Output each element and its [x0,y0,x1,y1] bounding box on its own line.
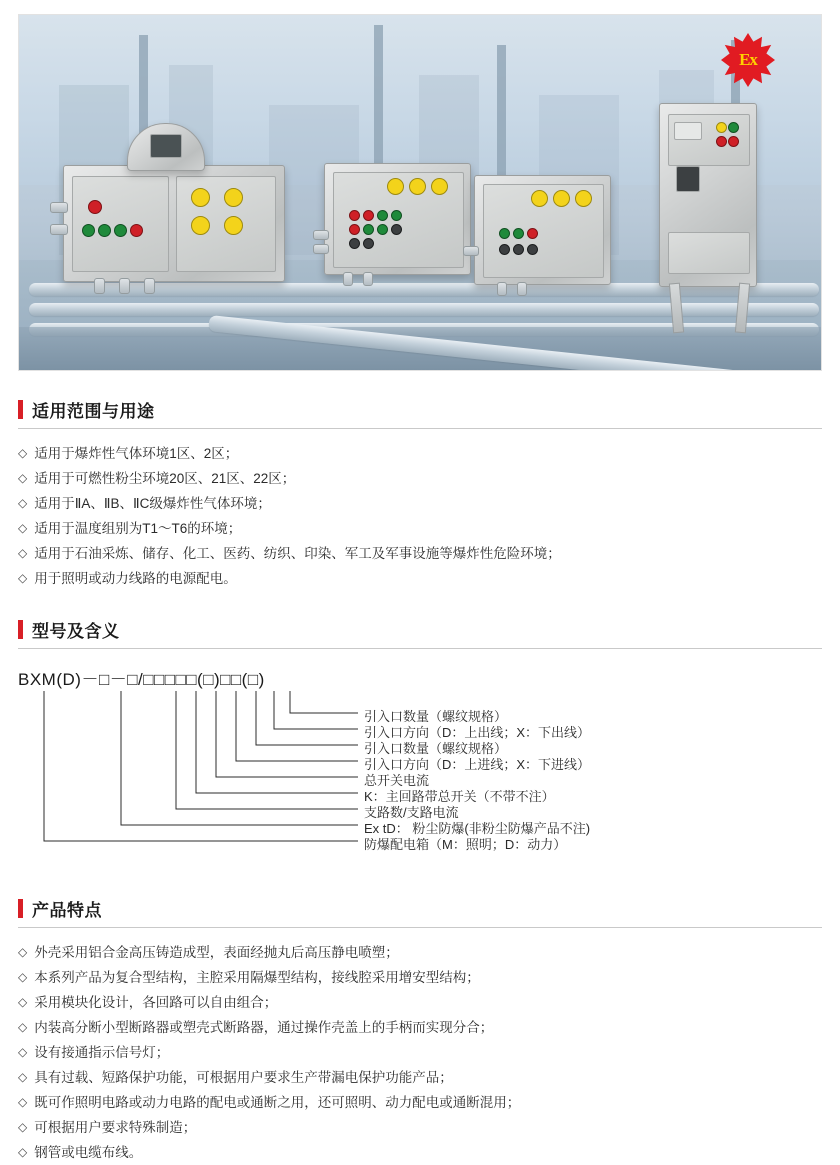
red-button [527,228,538,239]
heading-accent-bar [18,400,23,419]
list-item [18,990,822,1015]
yellow-button [531,190,548,207]
green-button [377,224,388,235]
yellow-button [387,178,404,195]
yellow-button [553,190,570,207]
cable-gland [94,278,105,294]
list-item [18,441,822,466]
black-button [527,244,538,255]
green-button [728,122,739,133]
red-button [349,210,360,221]
breaker-handle [676,166,700,192]
list-item-text: 用于照明或动力线路的电源配电。 [34,571,237,586]
list-item-text: 适用于可燃性粉尘环境20区、21区、22区； [34,471,296,486]
pipe [29,303,819,316]
list-item-text: 设有接通指示信号灯； [34,1045,170,1060]
black-button [349,238,360,249]
product-unit-1 [63,165,285,282]
diamond-icon: ◇ [18,945,28,959]
green-button [363,224,374,235]
list-item-text: 适用于石油采炼、储存、化工、医药、纺织、印染、军工及军事设施等爆炸性危险环境； [34,546,561,561]
green-button [114,224,127,237]
product-unit-4-cabinet [659,103,757,287]
yellow-button [191,188,210,207]
badge-label: Ex [739,50,757,69]
cable-gland [363,272,373,286]
model-callout: 防爆配电箱（M：照明；D：动力） [364,837,567,852]
model-callout: Ex tD： 粉尘防爆(非粉尘防爆产品不注) [364,821,591,836]
lower-access-panel [668,232,750,274]
black-button [391,224,402,235]
diamond-icon: ◇ [18,521,28,535]
list-item [18,566,822,591]
list-item [18,1115,822,1140]
diamond-icon: ◇ [18,571,28,585]
model-callout: 引入口方向（D：上出线；X：下出线） [364,725,591,740]
list-item [18,1015,822,1040]
diamond-icon: ◇ [18,471,28,485]
list-item [18,1140,822,1165]
yellow-button [716,122,727,133]
product-unit-2 [324,163,471,275]
list-item [18,541,822,566]
product-unit-3 [474,175,611,285]
section-title: 产品特点 [32,901,102,920]
cable-gland [50,224,68,235]
red-button [130,224,143,237]
black-button [513,244,524,255]
cable-gland [144,278,155,294]
red-button [363,210,374,221]
yellow-button [575,190,592,207]
yellow-button [191,216,210,235]
list-item-text: 具有过载、短路保护功能，可根据用户要求生产带漏电保护功能产品； [34,1070,453,1085]
model-code-text: BXM(D)－□－□/□□□□□(□)□□(□) [18,670,265,689]
model-callout: 引入口数量（螺纹规格） [364,709,508,724]
black-button [363,238,374,249]
list-item [18,491,822,516]
heading-accent-bar [18,620,23,639]
list-item-text: 采用模块化设计，各回路可以自由组合； [34,995,278,1010]
section-heading-model [18,617,822,649]
green-button [377,210,388,221]
list-item-text: 内装高分断小型断路器或塑壳式断路器，通过操作壳盖上的手柄而实现分合； [34,1020,494,1035]
features-list [18,940,822,1165]
list-item [18,1065,822,1090]
black-button [499,244,510,255]
diamond-icon: ◇ [18,995,28,1009]
green-button [513,228,524,239]
meter-window [674,122,702,140]
model-callout: 引入口方向（D：上进线；X：下进线） [364,757,591,772]
list-item-text: 适用于爆炸性气体环境1区、2区； [34,446,239,461]
list-item-text: 既可作照明电路或动力电路的配电或通断之用，还可照明、动力配电或通断混用； [34,1095,521,1110]
head-window [150,134,182,158]
diamond-icon: ◇ [18,446,28,460]
cable-gland [497,282,507,296]
cable-gland [517,282,527,296]
yellow-button [431,178,448,195]
green-button [391,210,402,221]
cable-gland [313,244,329,254]
section-title: 型号及含义 [32,622,120,641]
scope-list [18,441,822,591]
cable-gland [50,202,68,213]
model-callout: 支路数/支路电流 [364,805,459,820]
cable-gland [343,272,353,286]
cable-gland [119,278,130,294]
cable-gland [313,230,329,240]
list-item [18,965,822,990]
diamond-icon: ◇ [18,1020,28,1034]
diamond-icon: ◇ [18,1095,28,1109]
model-code-diagram [18,665,822,870]
green-button [82,224,95,237]
red-indicator [88,200,102,214]
list-item-text: 外壳采用铝合金高压铸造成型，表面经抛丸后高压静电喷塑； [34,945,399,960]
yellow-button [224,216,243,235]
section-title: 适用范围与用途 [32,402,155,421]
list-item-text: 可根据用户要求特殊制造； [34,1120,197,1135]
yellow-button [409,178,426,195]
list-item [18,516,822,541]
model-callout: 总开关电流 [364,773,430,788]
diamond-icon: ◇ [18,970,28,984]
diamond-icon: ◇ [18,1120,28,1134]
explosion-proof-badge [721,33,775,87]
list-item [18,466,822,491]
model-callout-labels [18,687,822,867]
list-item [18,940,822,965]
list-item-text: 适用于ⅡA、ⅡB、ⅡC级爆炸性气体环境； [34,496,271,511]
diamond-icon: ◇ [18,546,28,560]
list-item [18,1090,822,1115]
heading-accent-bar [18,899,23,918]
cable-gland [463,246,479,256]
red-button [349,224,360,235]
red-button [728,136,739,147]
list-item [18,1040,822,1065]
list-item-text: 本系列产品为复合型结构，主腔采用隔爆型结构，接线腔采用增安型结构； [34,970,480,985]
diamond-icon: ◇ [18,1145,28,1159]
hero-product-image [18,14,822,371]
list-item-text: 适用于温度组别为T1～T6的环境； [34,521,242,536]
product-datasheet-page [0,14,840,1160]
red-button [716,136,727,147]
section-heading-features [18,896,822,928]
green-button [499,228,510,239]
diamond-icon: ◇ [18,496,28,510]
model-callout: 引入口数量（螺纹规格） [364,741,508,756]
green-button [98,224,111,237]
model-callout: K：主回路带总开关（不带不注） [364,789,555,804]
diamond-icon: ◇ [18,1045,28,1059]
diamond-icon: ◇ [18,1070,28,1084]
section-heading-scope [18,397,822,429]
list-item-text: 钢管或电缆布线。 [34,1145,143,1160]
yellow-button [224,188,243,207]
